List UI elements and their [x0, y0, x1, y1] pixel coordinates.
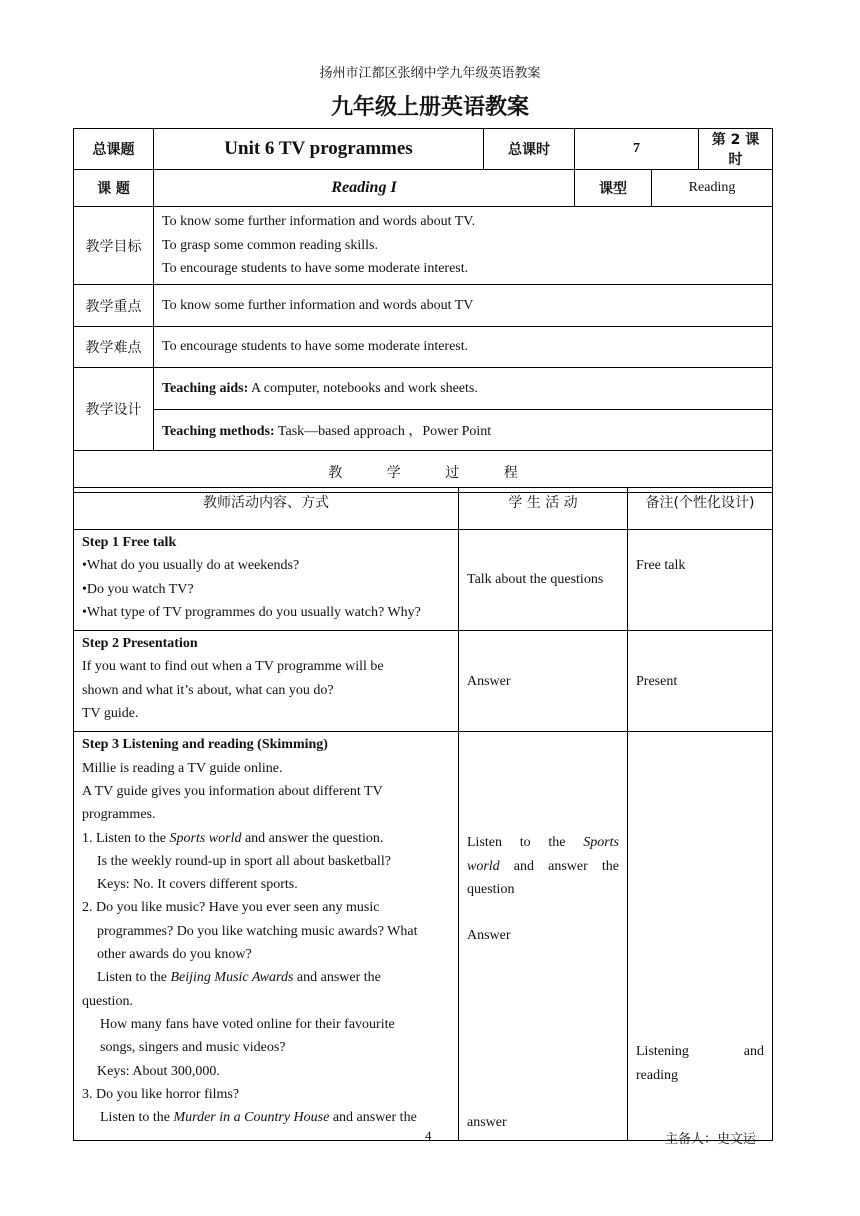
- step2-teacher: [74, 631, 459, 732]
- step3-line-2: A TV guide gives you information about different TV: [82, 783, 383, 799]
- step3-student: [459, 732, 628, 1140]
- step3-student-answer: Answer: [467, 928, 511, 944]
- process-label: 教 学 过 程: [74, 451, 773, 493]
- teaching-process-table: [73, 487, 773, 1141]
- page-title: 九年级上册英语教案: [330, 95, 529, 120]
- step3-q1-title: Sports world: [169, 830, 242, 846]
- step3-title: Step 3 Listening and reading (Skimming): [82, 737, 328, 753]
- step1-note: Free talk: [628, 530, 773, 631]
- step3-line-3: programmes.: [82, 807, 156, 823]
- step3-q2-pre: Listen to the: [97, 970, 171, 986]
- step3-student-line-2: [467, 855, 619, 878]
- step3-note-line-1: Listening and: [636, 1044, 764, 1060]
- lesson-number: 第 2 课时: [699, 129, 773, 170]
- type-value: Reading: [652, 170, 773, 207]
- step3-teacher: [74, 732, 459, 1140]
- step3-q3-post: and answer the: [329, 1110, 417, 1126]
- step2-note: Present: [628, 631, 773, 732]
- step3-q1-question: Is the weekly round-up in sport all about basketball?: [97, 853, 391, 869]
- difficult-points-value: To encourage students to have some moderate interest.: [154, 327, 773, 368]
- step1-line-1: •What do you usually do at weekends?: [82, 558, 300, 574]
- step3-note: [628, 732, 773, 1140]
- objective-3: To encourage students to have some moderate interest.: [162, 261, 469, 277]
- step3-student-post: and answer the: [499, 858, 619, 874]
- step3-q2-title: Beijing Music Awards: [170, 970, 294, 986]
- lesson-value: Reading I: [154, 170, 575, 207]
- step3-q2-post: and answer the: [293, 970, 381, 986]
- objective-2: To grasp some common reading skills.: [162, 237, 378, 253]
- key-points-label: 教学重点: [74, 285, 154, 327]
- step3-q1-keys: Keys: No. It covers different sports.: [97, 877, 298, 893]
- step1-student: Talk about the questions: [459, 530, 628, 631]
- step3-q1-post: and answer the question.: [241, 830, 384, 846]
- step3-q2-line-3: other awards do you know?: [97, 947, 252, 963]
- step2-line-2: shown and what it’s about, what can you do?: [82, 682, 334, 698]
- teaching-aids-value: A computer, notebooks and work sheets.: [248, 380, 478, 396]
- step3-q2-keys: Keys: About 300,000.: [97, 1063, 220, 1079]
- step2-title: Step 2 Presentation: [82, 636, 198, 652]
- type-label: 课型: [575, 170, 652, 207]
- step3-q1: [82, 827, 450, 850]
- difficult-points-label: 教学难点: [74, 327, 154, 368]
- key-points-value: To know some further information and words about TV: [154, 285, 773, 327]
- page-header: 扬州市江都区张纲中学九年级英语教案: [319, 66, 541, 81]
- teaching-methods-label: Teaching methods:: [162, 424, 275, 439]
- teaching-methods: [154, 410, 773, 451]
- step3-q2-line-1: 2. Do you like music? Have you ever seen any music: [82, 900, 380, 916]
- lesson-info-table: [73, 128, 773, 493]
- topic-label: 总课题: [74, 129, 154, 170]
- step3-q2-question-2: songs, singers and music videos?: [100, 1040, 286, 1056]
- step2-student: Answer: [459, 631, 628, 732]
- teaching-methods-value: Task—based approach ，Power Point: [274, 424, 492, 439]
- notes-header: 备注(个性化设计): [628, 488, 773, 530]
- student-activity-header: 学 生 活 动: [459, 488, 628, 530]
- step3-q2-cont: question.: [82, 993, 133, 1009]
- step3-q2-listen: [82, 966, 450, 989]
- step3-q2-line-2: programmes? Do you like watching music awards? What: [97, 923, 418, 939]
- step3-note-line-2: reading: [636, 1067, 678, 1083]
- step2-line-1: If you want to find out when a TV programme will be: [82, 659, 384, 675]
- preparer: 主备人：史文运: [665, 1132, 757, 1147]
- step3-q2-question-1: How many fans have voted online for their favourite: [100, 1016, 395, 1032]
- step3-student-em2: world: [467, 858, 500, 874]
- objective-1: To know some further information and words about TV.: [162, 214, 476, 230]
- step1-teacher: [74, 530, 459, 631]
- step3-student-line-3: question: [467, 881, 515, 897]
- step3-student-pre: Listen to the: [467, 835, 584, 851]
- lesson-label: 课 题: [74, 170, 154, 207]
- step3-q3-pre: Listen to the: [100, 1110, 174, 1126]
- step3-q1-pre: 1. Listen to the: [82, 830, 170, 846]
- step3-student-em: Sports: [583, 835, 619, 851]
- step3-line-1: Millie is reading a TV guide online.: [82, 760, 283, 776]
- page-number: 4: [425, 1128, 432, 1143]
- design-label: 教学设计: [74, 368, 154, 451]
- teaching-aids-label: Teaching aids:: [162, 380, 249, 396]
- step3-q3-title: Murder in a Country House: [173, 1110, 330, 1126]
- teaching-aids: [154, 368, 773, 410]
- objectives-list: [154, 207, 773, 285]
- total-hours-label: 总课时: [484, 129, 575, 170]
- step3-q3-listen: [82, 1106, 450, 1129]
- step3-student-answer-2: answer: [467, 1114, 507, 1130]
- step1-line-3: •What type of TV programmes do you usually watch? Why?: [82, 604, 421, 620]
- total-hours-value: 7: [575, 129, 699, 170]
- step3-student-line-1: [467, 831, 619, 854]
- objectives-label: 教学目标: [74, 207, 154, 285]
- topic-value: Unit 6 TV programmes: [154, 129, 484, 170]
- step1-line-2: •Do you watch TV?: [82, 581, 194, 597]
- step1-title: Step 1 Free talk: [82, 535, 177, 550]
- teacher-activity-header: 教师活动内容、方式: [74, 488, 459, 530]
- step2-line-3: TV guide.: [82, 706, 139, 722]
- step3-q3-line-1: 3. Do you like horror films?: [82, 1086, 240, 1102]
